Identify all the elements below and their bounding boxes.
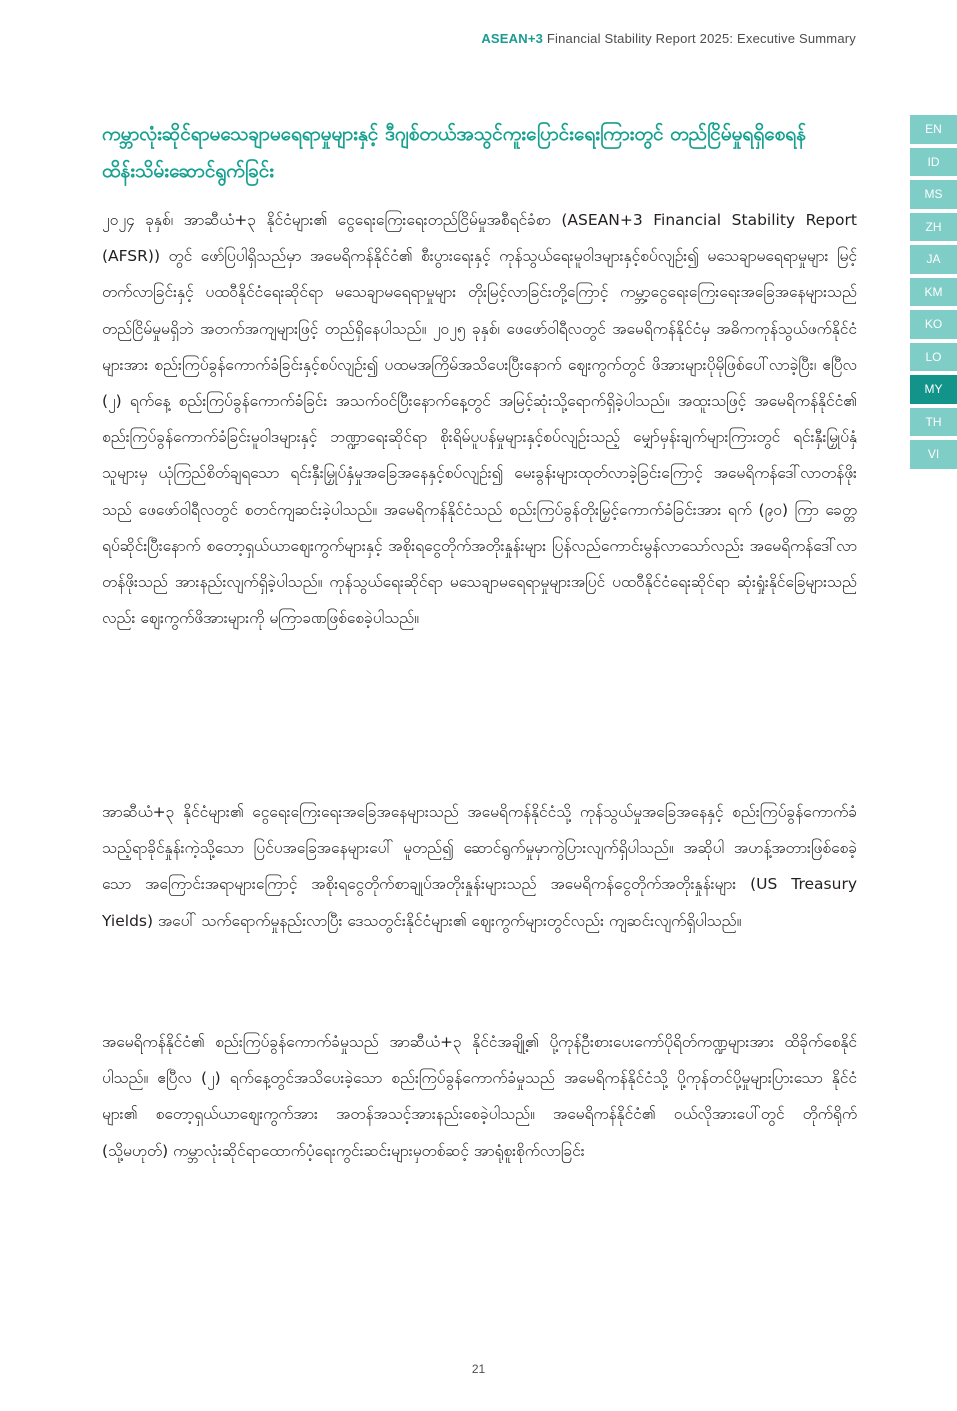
main-content — [102, 116, 857, 1218]
paragraph-2: အာဆီယံ+၃ နိုင်ငံများ၏ ငွေရေးကြေးရေးအခြေအနေများသည် အမေရိကန်နိုင်ငံသို့ ကုန်သွယ်မှုအခြေအနေနှင့် စည်းကြပ်ခွန်ကောက်ခံသည့်ရာခိုင်နှုန်းကဲ့သို့သော ပြင်ပအခြေအနေများပေါ် မူတည်၍ ဆောင်ရွက်မှုမှာကွဲပြားလျက်ရှိပါသည်။ အဆိုပါ အဟန့်အတားဖြစ်စေခဲ့သော အကြောင်းအရာများကြောင့် အစိုးရငွေတိုက်စာချုပ်အတိုးနှုန်းများသည် အမေရိကန်ငွေတိုက်အတိုးနှုန်းများ (US Treasury Yields) အပေါ် သက်ရောက်မှုနည်းလာပြီး ဒေသတွင်းနိုင်ငံများ၏ စျေးကွက်များတွင်လည်း ကျဆင်းလျက်ရှိပါသည်။ — [102, 803, 857, 930]
lang-tab-km[interactable]: KM — [910, 278, 957, 307]
lang-tab-ja[interactable]: JA — [910, 245, 957, 274]
running-header — [481, 31, 856, 46]
lang-tab-lo[interactable]: LO — [910, 343, 957, 372]
lang-tab-th[interactable]: TH — [910, 408, 957, 437]
lang-tab-id[interactable]: ID — [910, 148, 957, 177]
lang-tab-ms[interactable]: MS — [910, 180, 957, 209]
lang-tab-vi[interactable]: VI — [910, 440, 957, 469]
paragraph-3: အမေရိကန်နိုင်ငံ၏ စည်းကြပ်ခွန်ကောက်ခံမှုသည် အာဆီယံ+၃ နိုင်ငံအချို့၏ ပို့ကုန်ဦးစားပေးကော်ပိုရိတ်ကဏ္ဍများအား ထိခိုက်စေနိုင်ပါသည်။ ဧပြီလ (၂) ရက်နေ့တွင်အသိပေးခဲ့သော စည်းကြပ်ခွန်ကောက်ခံမှုသည် အမေရိကန်နိုင်ငံသို့ ပို့ကုန်တင်ပို့မှုများပြားသော နိုင်ငံများ၏ စတော့ရှယ်ယာစျေးကွက်အား အတန်အသင့်အားနည်းစေခဲ့ပါသည်။ အမေရိကန်နိုင်ငံ၏ ဝယ်လိုအားပေါ်တွင် တိုက်ရိုက် (သို့မဟုတ်) ကမ္ဘာလုံးဆိုင်ရာထောက်ပံ့ရေးကွင်းဆင်းများမှတစ်ဆင့် အာရုံစူးစိုက်လာခြင်း — [102, 1033, 857, 1160]
language-nav — [910, 115, 957, 473]
paragraph-1: ၂၀၂၄ ခုနှစ်၊ အာဆီယံ+၃ နိုင်ငံများ၏ ငွေရေးကြေးရေးတည်ငြိမ်မှုအစီရင်ခံစာ (ASEAN+3 Financial Stability Report (AFSR)) တွင် ဖော်ပြပါရှိသည်မှာ အမေရိကန်နိုင်ငံ၏ စီးပွားရေးနှင့် ကုန်သွယ်ရေးမူဝါဒများနှင့်စပ်လျဉ်း၍ မသေချာမရေရာမှုများ မြင့်တက်လာခြင်းနှင့် ပထဝီနိုင်ငံရေးဆိုင်ရာ မသေချာမရေရာမှုများ တိုးမြင့်လာခြင်းတို့ကြောင့် ကမ္ဘာ့ငွေရေးကြေးရေးအခြေအနေများသည် တည်ငြိမ်မှုမရှိဘဲ အတက်အကျများဖြင့် တည်ရှိနေပါသည်။ ၂၀၂၅ ခုနှစ်၊ ဖေဖော်ဝါရီလတွင် အမေရိကန်နိုင်ငံမှ အဓိကကုန်သွယ်ဖက်နိုင်ငံများအား စည်းကြပ်ခွန်ကောက်ခံခြင်းနှင့်စပ်လျဉ်း၍ ပထမအကြိမ်အသိပေးပြီးနောက် စျေးကွက်တွင် ဖိအားများပိုမိုဖြစ်ပေါ်လာခဲ့ပြီး၊ ဧပြီလ (၂) ရက်နေ့ စည်းကြပ်ခွန်ကောက်ခံခြင်း အသက်ဝင်ပြီးနောက်နေ့တွင် အမြင့်ဆုံးသို့ရောက်ရှိခဲ့ပါသည်။ အထူးသဖြင့် အမေရိကန်နိုင်ငံ၏ စည်းကြပ်ခွန်ကောက်ခံခြင်းမူဝါဒများနှင့် ဘဏ္ဍာရေးဆိုင်ရာ စိုးရိမ်ပူပန်မှုများနှင့်စပ်လျဉ်းသည့် မျှော်မှန်းချက်များကြားတွင် ရင်းနှီးမြှုပ်နှံသူများမှ ယုံကြည်စိတ်ချရသော ရင်းနှီးမြှုပ်နှံမှုအခြေအနေနှင့်စပ်လျဉ်း၍ မေးခွန်းများထုတ်လာခဲ့ခြင်းကြောင့် အမေရိကန်ဒေါ်လာတန်ဖိုးသည် ဖေဖော်ဝါရီလတွင် စတင်ကျဆင်းခဲ့ပါသည်။ အမေရိကန်နိုင်ငံသည် စည်းကြပ်ခွန်တိုးမြှင့်ကောက်ခံခြင်းအား ရက် (၉၀) ကြာ ခေတ္တရပ်ဆိုင်းပြီးနောက် စတော့ရှယ်ယာစျေးကွက်များနှင့် အစိုးရငွေတိုက်အတိုးနှုန်းများ ပြန်လည်ကောင်းမွန်လာသော်လည်း အမေရိကန်ဒေါ်လာတန်ဖိုးသည် အားနည်းလျက်ရှိခဲ့ပါသည်။ ကုန်သွယ်ရေးဆိုင်ရာ မသေချာမရေရာမှုများအပြင် ပထဝီနိုင်ငံရေးဆိုင်ရာ ဆုံးရှုံးနိုင်ခြေများသည်လည်း စျေးကွက်ဖိအားများကို မကြာခဏဖြစ်စေခဲ့ပါသည်။ — [102, 211, 857, 628]
lang-tab-ko[interactable]: KO — [910, 310, 957, 339]
report-brand: ASEAN+3 — [481, 31, 544, 46]
section-title: ကမ္ဘာလုံးဆိုင်ရာမသေချာမရေရာမှုများနှင့် ဒီဂျစ်တယ်အသွင်ကူးပြောင်းရေးကြားတွင် တည်ငြိမ်မှုရရှိစေရန် ထိန်းသိမ်းဆောင်ရွက်ခြင်း — [102, 123, 807, 182]
lang-tab-en[interactable]: EN — [910, 115, 957, 144]
lang-tab-zh[interactable]: ZH — [910, 213, 957, 242]
page-number: 21 — [471, 1362, 486, 1376]
report-title: Financial Stability Report 2025: Executive Summary — [543, 31, 856, 46]
lang-tab-my[interactable]: MY — [910, 375, 957, 404]
